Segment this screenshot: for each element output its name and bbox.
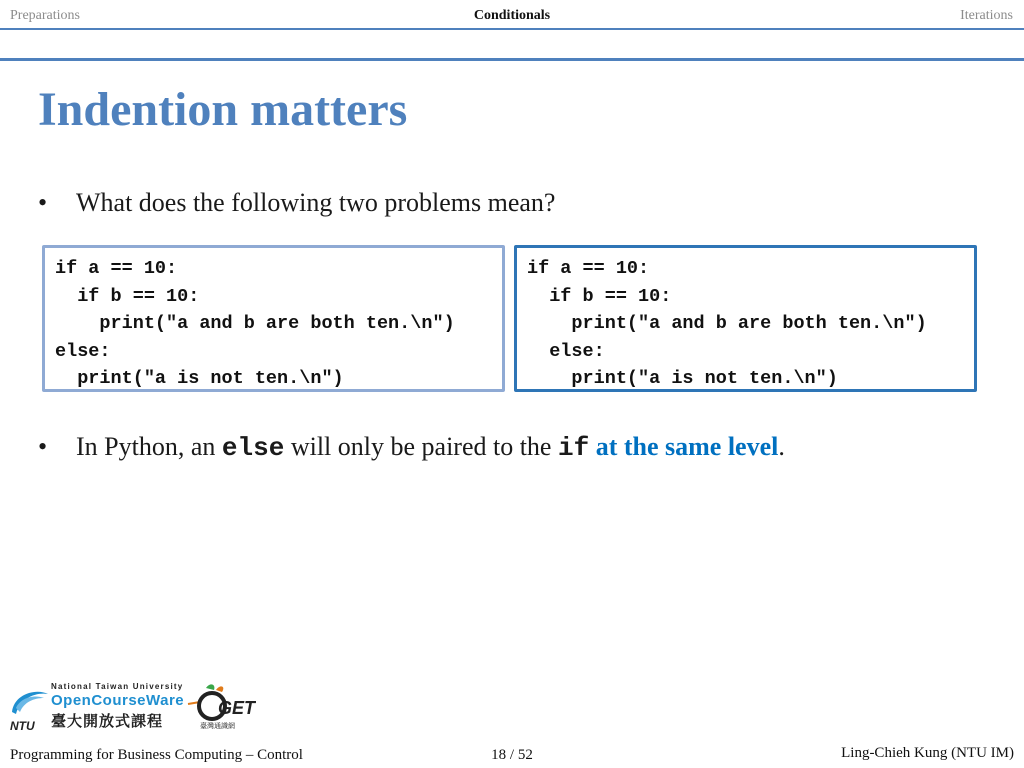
code-keyword-else: else [221, 433, 285, 463]
slide-footer [0, 742, 1024, 768]
nav-section-preparations[interactable]: Preparations [10, 8, 80, 23]
ntu-swoosh-icon [8, 684, 52, 734]
bullet-question [38, 186, 555, 220]
svg-text:NTU: NTU [10, 719, 35, 733]
nav-section-iterations[interactable]: Iterations [960, 8, 1013, 23]
title-rule [0, 58, 1024, 61]
footer-page-number: 18 / 52 [491, 747, 533, 763]
bullet-explanation [38, 430, 785, 465]
university-name: National Taiwan University [51, 682, 184, 691]
explanation-text-mid: will only be paired to the [284, 432, 558, 461]
code-snippet-left: if a == 10: if b == 10: print("a and b are both ten.\n") else: print("a is not ten.\n") [55, 258, 455, 389]
slide-title: Indention matters [38, 83, 408, 136]
bullet-symbol: • [38, 188, 48, 217]
code-snippet-right: if a == 10: if b == 10: print("a and b are both ten.\n") else: print("a is not ten.\n") [527, 258, 927, 389]
ntu-ocw-logo [8, 682, 258, 734]
footer-course-title: Programming for Business Computing – Control [10, 747, 303, 763]
bullet-text: What does the following two problems mean? [76, 188, 556, 217]
svg-text:臺灣通識網: 臺灣通識網 [200, 722, 235, 730]
nav-section-conditionals[interactable]: Conditionals [473, 8, 551, 23]
explanation-text-pre: In Python, an [76, 432, 222, 461]
code-box-left [42, 245, 505, 392]
code-box-right [514, 245, 977, 392]
highlight-same-level: at the same level [595, 432, 779, 461]
header-rule [0, 28, 1024, 30]
explanation-text-post: . [778, 432, 785, 461]
footer-author: Ling-Chieh Kung (NTU IM) [841, 745, 1014, 761]
svg-text:GET: GET [218, 698, 256, 718]
ocw-name: OpenCourseWare [51, 692, 185, 709]
bullet-symbol: • [38, 432, 48, 461]
section-navigation [0, 0, 1024, 30]
get-logo-icon [186, 682, 256, 734]
code-keyword-if: if [557, 433, 590, 463]
ocw-chinese-name: 臺大開放式課程 [51, 712, 164, 730]
